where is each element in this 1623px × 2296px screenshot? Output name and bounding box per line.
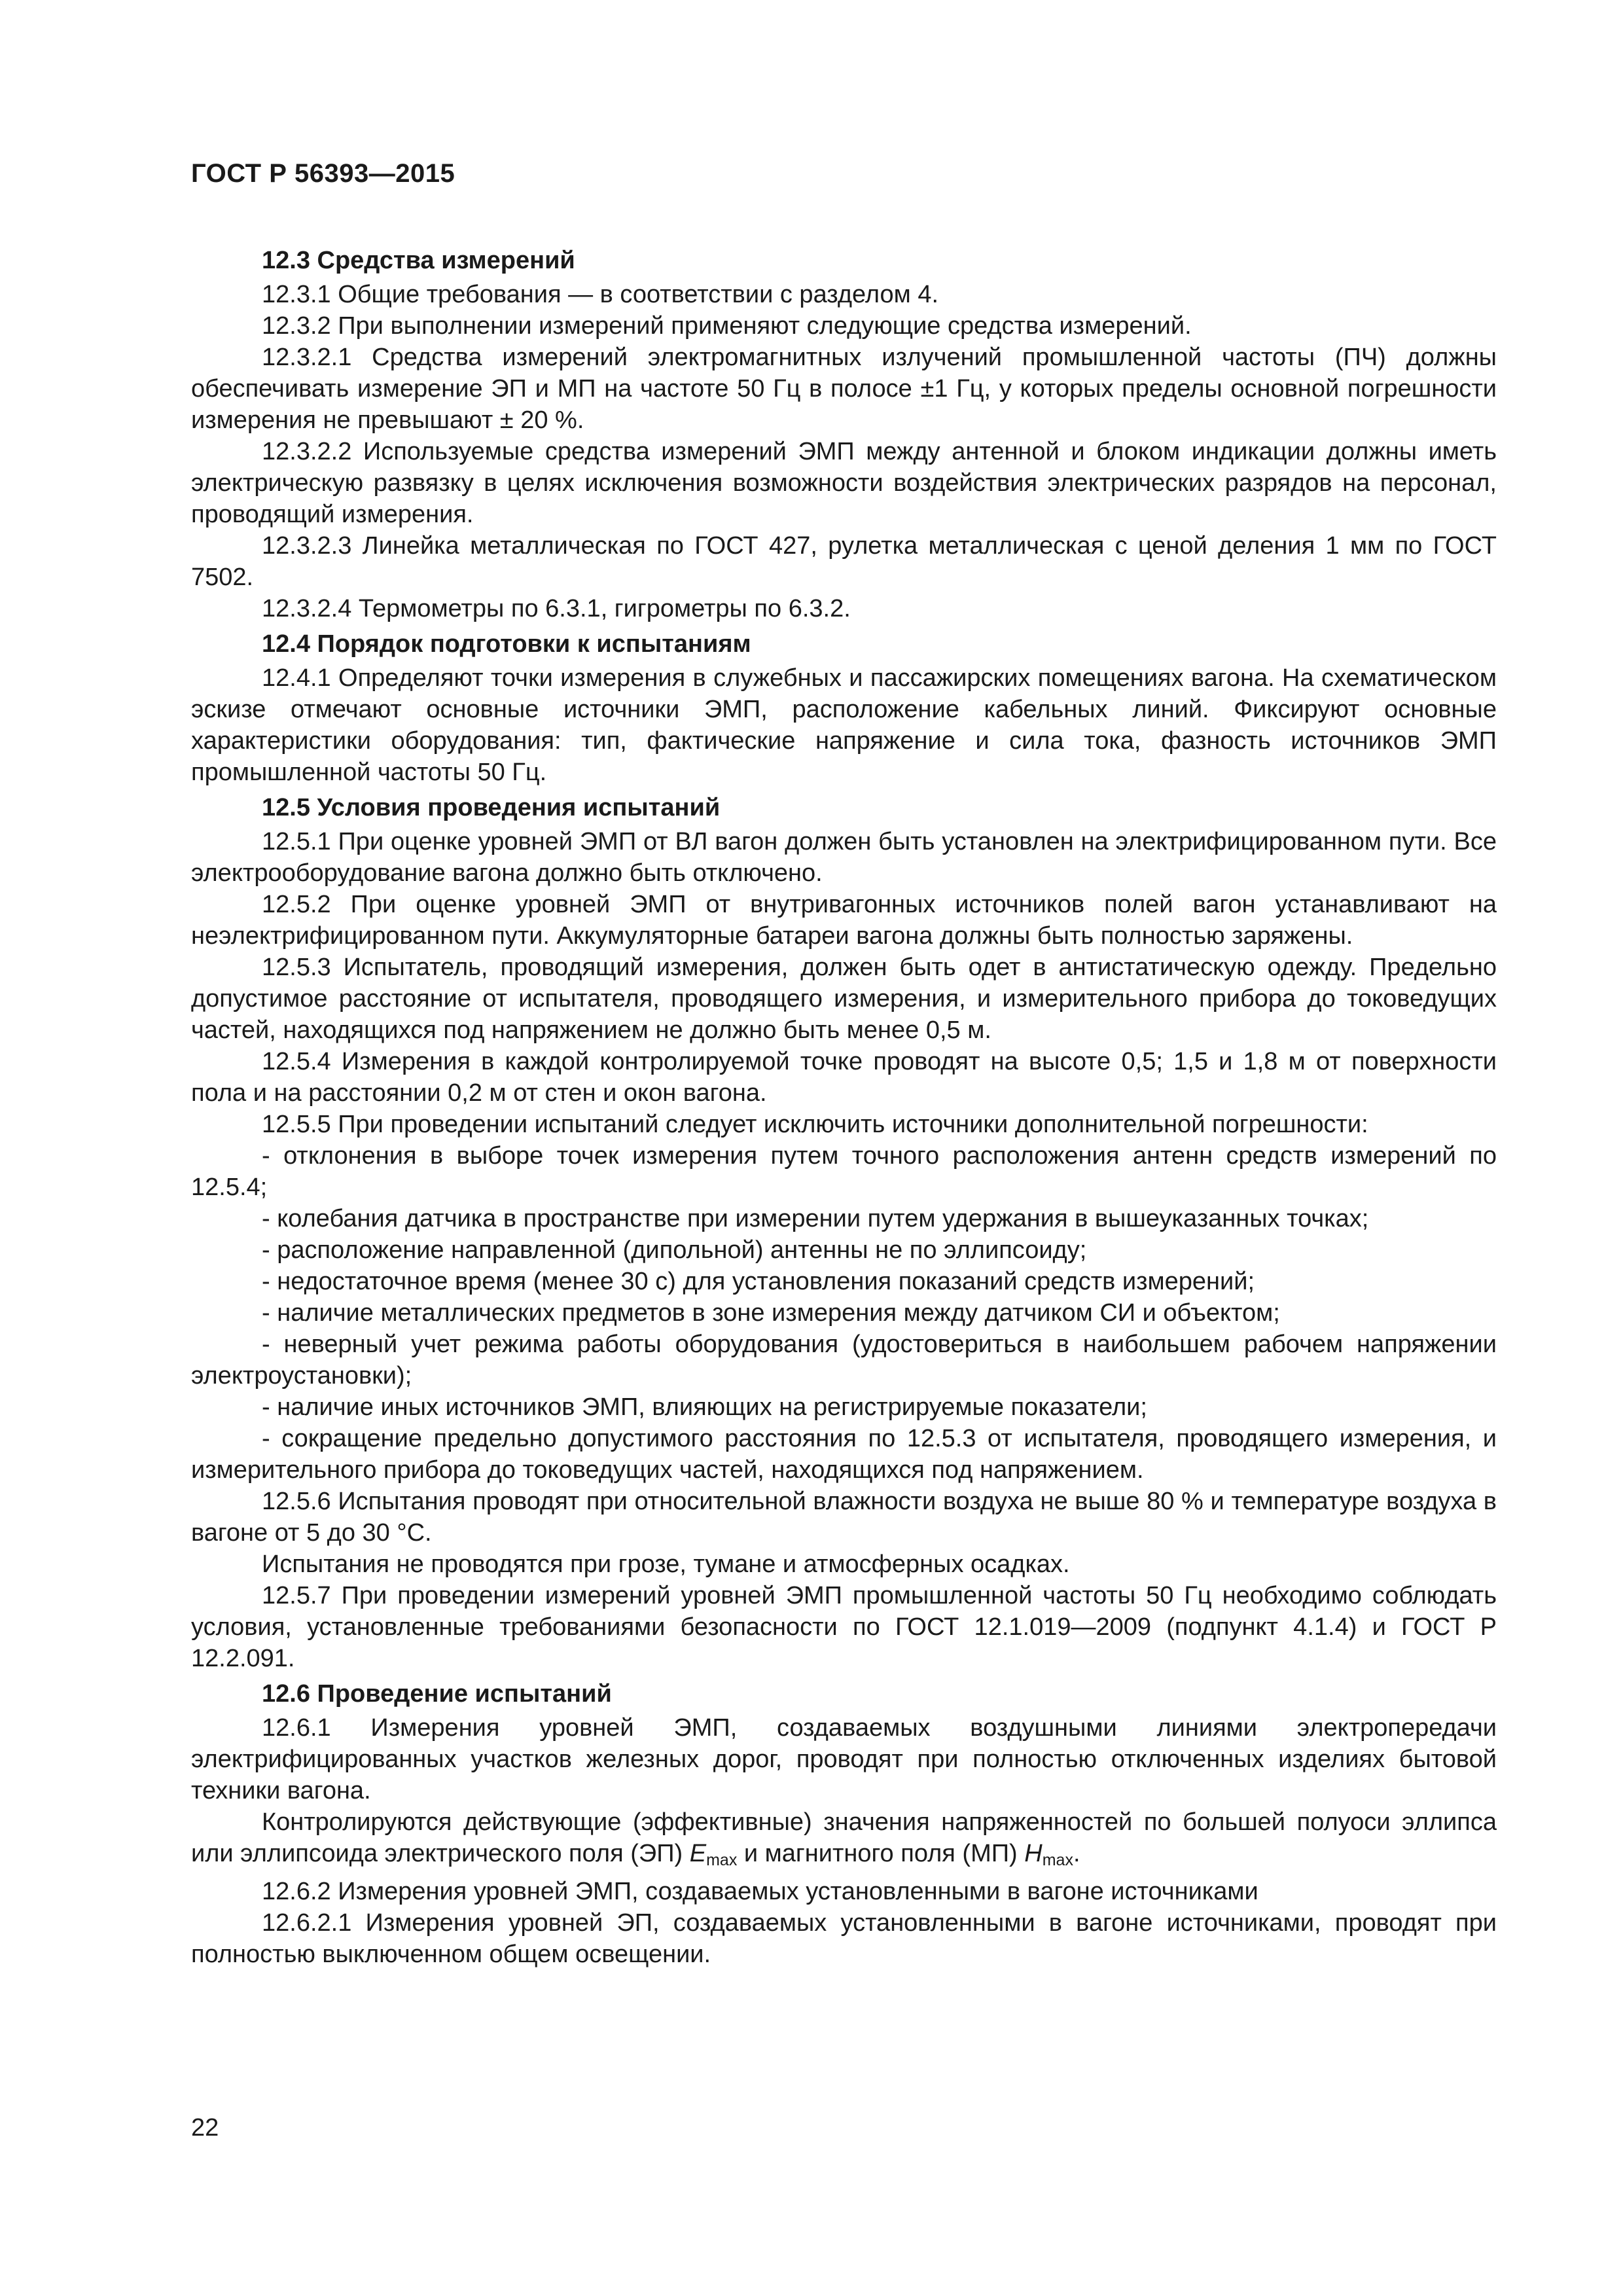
e-variable: E: [689, 1840, 707, 1867]
list-item: - наличие иных источников ЭМП, влияющих на регистрируемые показатели;: [262, 1393, 1147, 1421]
list-item: - колебания датчика в пространстве при измерении путем удержания в вышеуказанных точках;: [262, 1205, 1369, 1232]
list-item: - наличие металлических предметов в зоне измерения между датчиком СИ и объектом;: [262, 1299, 1280, 1327]
section-heading: 12.3 Средства измерений: [262, 247, 575, 274]
paragraph: 12.6.2 Измерения уровней ЭМП, создаваемых установленными в вагоне источниками: [262, 1878, 1258, 1905]
e-subscript: max: [706, 1851, 738, 1869]
paragraph: 12.5.5 При проведении испытаний следует исключить источники дополнительной погрешности:: [262, 1111, 1368, 1138]
section-heading: 12.5 Условия проведения испытаний: [262, 794, 721, 821]
paragraph: 12.3.2.2 Используемые средства измерений ЭМП между антенной и блоком индикации должны иметь электрическую развязку в целях исключения возможности воздействия электрических разрядов на персонал, проводящий измерения.: [191, 438, 1497, 528]
paragraph: 12.6.1 Измерения уровней ЭМП, создаваемых воздушными линиями электропередачи электрифицированных участков железных дорог, проводят при полностью отключенных изделиях бытовой техники вагона.: [191, 1714, 1497, 1804]
document-header: ГОСТ Р 56393—2015: [191, 159, 455, 188]
h-variable: H: [1024, 1840, 1043, 1867]
list-item: - расположение направленной (дипольной) антенны не по эллипсоиду;: [262, 1236, 1087, 1264]
paragraph: Испытания не проводятся при грозе, тумане и атмосферных осадках.: [262, 1551, 1070, 1578]
paragraph: 12.5.4 Измерения в каждой контролируемой точке проводят на высоте 0,5; 1,5 и 1,8 м от поверхности пола и на расстоянии 0,2 м от стен и окон вагона.: [191, 1048, 1497, 1107]
paragraph: 12.6.2.1 Измерения уровней ЭП, создаваемых установленными в вагоне источниками, проводят при полностью выключенном общем освещении.: [191, 1909, 1497, 1968]
paragraph: 12.3.2.4 Термометры по 6.3.1, гигрометры по 6.3.2.: [262, 595, 851, 622]
paragraph: 12.3.2.1 Средства измерений электромагнитных излучений промышленной частоты (ПЧ) должны обеспечивать измерение ЭП и МП на частоте 50 Гц в полосе ±1 Гц, у которых пределы основной погрешности измерения не превышают ± 20 %.: [191, 344, 1497, 434]
list-item: - недостаточное время (менее 30 с) для установления показаний средств измерений;: [262, 1268, 1255, 1295]
paragraph: 12.3.2.3 Линейка металлическая по ГОСТ 427, рулетка металлическая с ценой деления 1 мм по ГОСТ 7502.: [191, 532, 1497, 591]
formula-text: Контролируются действующие (эффективные) значения напряженностей по большей полуоси эллипса или эллипсоида электрического поля (ЭП): [191, 1808, 1497, 1867]
document-body: [191, 241, 1497, 1970]
paragraph: 12.5.1 При оценке уровней ЭМП от ВЛ вагон должен быть установлен на электрифицированном пути. Все электрооборудование вагона должно быть отключено.: [191, 828, 1497, 887]
list-item: - отклонения в выборе точек измерения путем точного расположения антенн средств измерений по 12.5.4;: [191, 1142, 1497, 1201]
paragraph: 12.3.1 Общие требования — в соответствии с разделом 4.: [262, 281, 939, 308]
paragraph: 12.4.1 Определяют точки измерения в служебных и пассажирских помещениях вагона. На схематическом эскизе отмечают основные источники ЭМП, расположение кабельных линий. Фиксируют основные характеристики оборудования: тип, фактические напряжение и сила тока, фазность источников ЭМП промышленной частоты 50 Гц.: [191, 664, 1497, 786]
paragraph: 12.5.7 При проведении измерений уровней ЭМП промышленной частоты 50 Гц необходимо соблюдать условия, установленные требованиями безопасности по ГОСТ 12.1.019—2009 (подпункт 4.1.4) и ГОСТ Р 12.2.091.: [191, 1582, 1497, 1672]
h-subscript: max: [1042, 1851, 1073, 1869]
paragraph: 12.3.2 При выполнении измерений применяют следующие средства измерений.: [262, 312, 1192, 340]
list-item: - сокращение предельно допустимого расстояния по 12.5.3 от испытателя, проводящего измерения, и измерительного прибора до токоведущих частей, находящихся под напряжением.: [191, 1425, 1497, 1484]
section-heading: 12.6 Проведение испытаний: [262, 1680, 612, 1708]
paragraph: 12.5.6 Испытания проводят при относительной влажности воздуха не выше 80 % и температуре воздуха в вагоне от 5 до 30 °С.: [191, 1488, 1497, 1547]
section-heading: 12.4 Порядок подготовки к испытаниям: [262, 630, 751, 658]
paragraph: 12.5.2 При оценке уровней ЭМП от внутривагонных источников полей вагон устанавливают на неэлектрифицированном пути. Аккумуляторные батареи вагона должны быть полностью заряжены.: [191, 891, 1497, 950]
formula-text: .: [1073, 1840, 1080, 1867]
paragraph: 12.5.3 Испытатель, проводящий измерения, должен быть одет в антистатическую одежду. Предельно допустимое расстояние от испытателя, проводящего измерения, и измерительного прибора до токоведущих частей, находящихся под напряжением не должно быть менее 0,5 м.: [191, 954, 1497, 1044]
list-item: - неверный учет режима работы оборудования (удостовериться в наибольшем рабочем напряжении электроустановки);: [191, 1331, 1497, 1390]
page-number: 22: [191, 2114, 219, 2142]
formula-text: и магнитного поля (МП): [737, 1840, 1025, 1867]
formula-paragraph: [191, 1806, 1497, 1876]
